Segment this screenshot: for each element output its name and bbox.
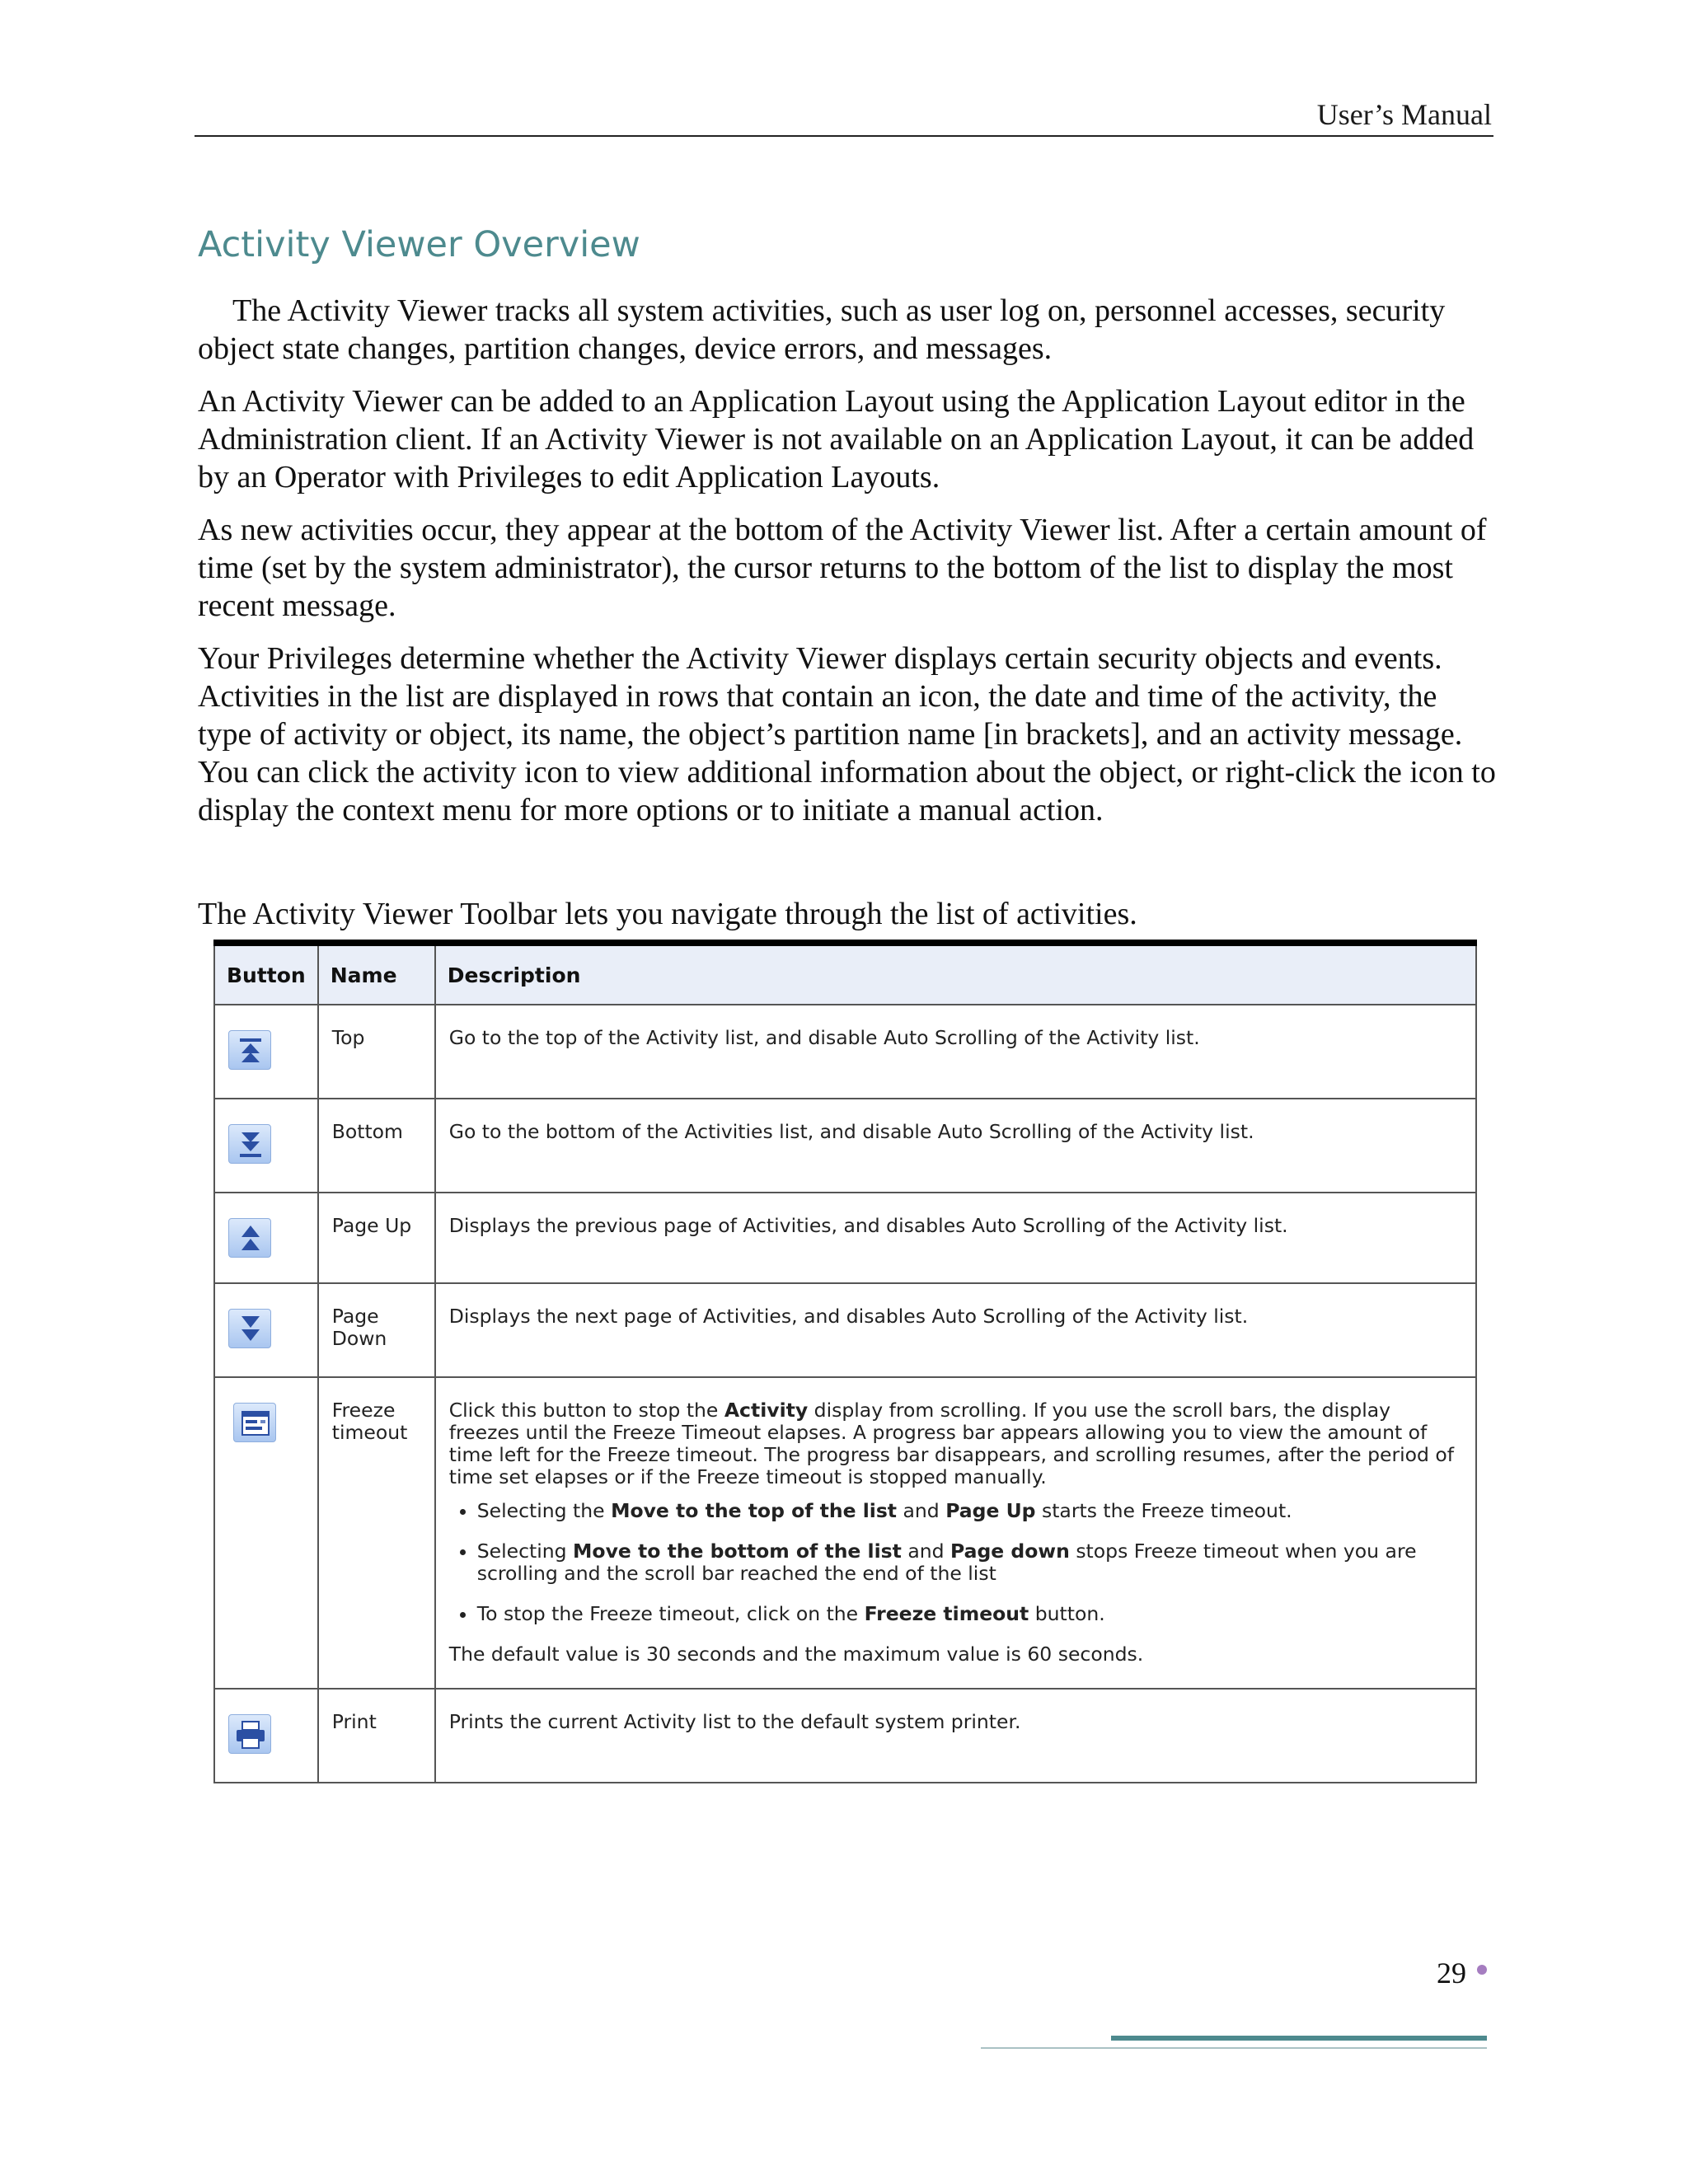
name-cell: Page Up <box>318 1193 435 1283</box>
description-cell: Displays the next page of Activities, and disables Auto Scrolling of the Activity list. <box>435 1283 1476 1377</box>
button-cell <box>214 1283 318 1377</box>
description-cell: Go to the bottom of the Activities list, and disable Auto Scrolling of the Activity list. <box>435 1099 1476 1193</box>
scroll-top-icon <box>228 1030 271 1070</box>
table-row <box>214 1377 1476 1689</box>
table-row <box>214 1005 1476 1099</box>
text-span: and <box>897 1499 946 1522</box>
name-cell: Page Down <box>318 1283 435 1377</box>
header-description: Description <box>435 943 1476 1005</box>
print-icon <box>228 1714 271 1754</box>
name-cell: Freeze timeout <box>318 1377 435 1689</box>
footer-accent-rule <box>1111 2036 1487 2041</box>
text-span: starts the Freeze timeout. <box>1035 1499 1292 1522</box>
text-span: and <box>901 1540 951 1563</box>
section-title: Activity Viewer Overview <box>198 224 640 265</box>
text-span: stops Freeze timeout when you are scrolling and the scroll bar reached the end of the list <box>476 1540 1417 1585</box>
text-span: To stop the Freeze timeout, click on the <box>476 1602 865 1625</box>
button-cell <box>214 1005 318 1099</box>
button-cell <box>214 1377 318 1689</box>
header-button: Button <box>214 943 318 1005</box>
document-title: User’s Manual <box>1316 98 1492 131</box>
button-cell <box>214 1099 318 1193</box>
table-row <box>214 1689 1476 1783</box>
freeze-bullet-list <box>449 1500 1462 1625</box>
list-item <box>477 1603 1462 1625</box>
freeze-default-note: The default value is 30 seconds and the maximum value is 60 seconds. <box>448 1643 1144 1666</box>
page-down-icon <box>228 1309 271 1348</box>
intro-paragraph: The Activity Viewer tracks all system activities, such as user log on, personnel accesses, security object state changes, partition changes, device errors, and messages. <box>198 293 1446 366</box>
paragraph-new-activities: As new activities occur, they appear at the bottom of the Activity Viewer list. After a certain amount of time (set by the system administrator), the cursor returns to the bottom of the list to display the most recent message. <box>198 513 1487 623</box>
page-header <box>195 89 1493 137</box>
text-span: button. <box>1029 1602 1105 1625</box>
button-cell <box>214 1689 318 1783</box>
freeze-timeout-icon <box>233 1403 276 1442</box>
header-name: Name <box>318 943 435 1005</box>
table-row <box>214 1099 1476 1193</box>
scroll-bottom-icon <box>228 1124 271 1164</box>
bold-text: Move to the bottom of the list <box>573 1540 902 1563</box>
description-cell: Go to the top of the Activity list, and disable Auto Scrolling of the Activity list. <box>435 1005 1476 1099</box>
description-cell: Displays the previous page of Activities, and disables Auto Scrolling of the Activity list. <box>435 1193 1476 1283</box>
name-cell: Top <box>318 1005 435 1099</box>
bold-text: Activity <box>724 1399 809 1422</box>
page-up-icon <box>228 1218 271 1258</box>
description-cell <box>435 1377 1476 1689</box>
table-header-row <box>214 943 1476 1005</box>
page-number-dot <box>1477 1965 1487 1975</box>
description-cell: Prints the current Activity list to the default system printer. <box>435 1689 1476 1783</box>
table-row <box>214 1193 1476 1283</box>
paragraph-application-layout: An Activity Viewer can be added to an Application Layout using the Application Layout editor in the Administration client. If an Activity Viewer is not available on an Application Layout, it can be added by an Operator with Privileges to edit Application Layouts. <box>198 384 1475 494</box>
page-number: 29 <box>1437 1957 1466 1990</box>
freeze-description <box>449 1399 1462 1488</box>
paragraph-privileges: Your Privileges determine whether the Activity Viewer displays certain security objects and events. Activities in the list are displayed in rows that contain an icon, the date and time of the activity, the type of activity or object, its name, the object’s partition name [in brackets], and an activity message. You can click the activity icon to view additional information about the object, or right-click the icon to display the context menu for more options or to initiate a manual action. <box>198 641 1496 827</box>
bold-text: Move to the top of the list <box>611 1499 898 1522</box>
toolbar-buttons-table <box>213 940 1477 1783</box>
list-item <box>477 1540 1462 1585</box>
name-cell: Bottom <box>318 1099 435 1193</box>
text-span: Click this button to stop the <box>448 1399 724 1422</box>
bold-text: Freeze timeout <box>864 1602 1029 1625</box>
list-item <box>477 1500 1462 1522</box>
toolbar-intro: The Activity Viewer Toolbar lets you navigate through the list of activities. <box>198 897 1137 931</box>
name-cell: Print <box>318 1689 435 1783</box>
text-span: display from scrolling. If you use the scroll bars, the display freezes until the Freeze Timeout elapses. A progress bar appears allowing you to view the amount of time left for the Freeze timeout. The progress bar disappears, and scrolling resumes, after the period of time set elapses or if the Freeze timeout is stopped manually. <box>448 1399 1455 1488</box>
table-row <box>214 1283 1476 1377</box>
button-cell <box>214 1193 318 1283</box>
text-span: Selecting <box>476 1540 574 1563</box>
text-span: Selecting the <box>476 1499 612 1522</box>
bold-text: Page Up <box>945 1499 1036 1522</box>
footer-rule <box>981 2047 1487 2049</box>
bold-text: Page down <box>950 1540 1070 1563</box>
